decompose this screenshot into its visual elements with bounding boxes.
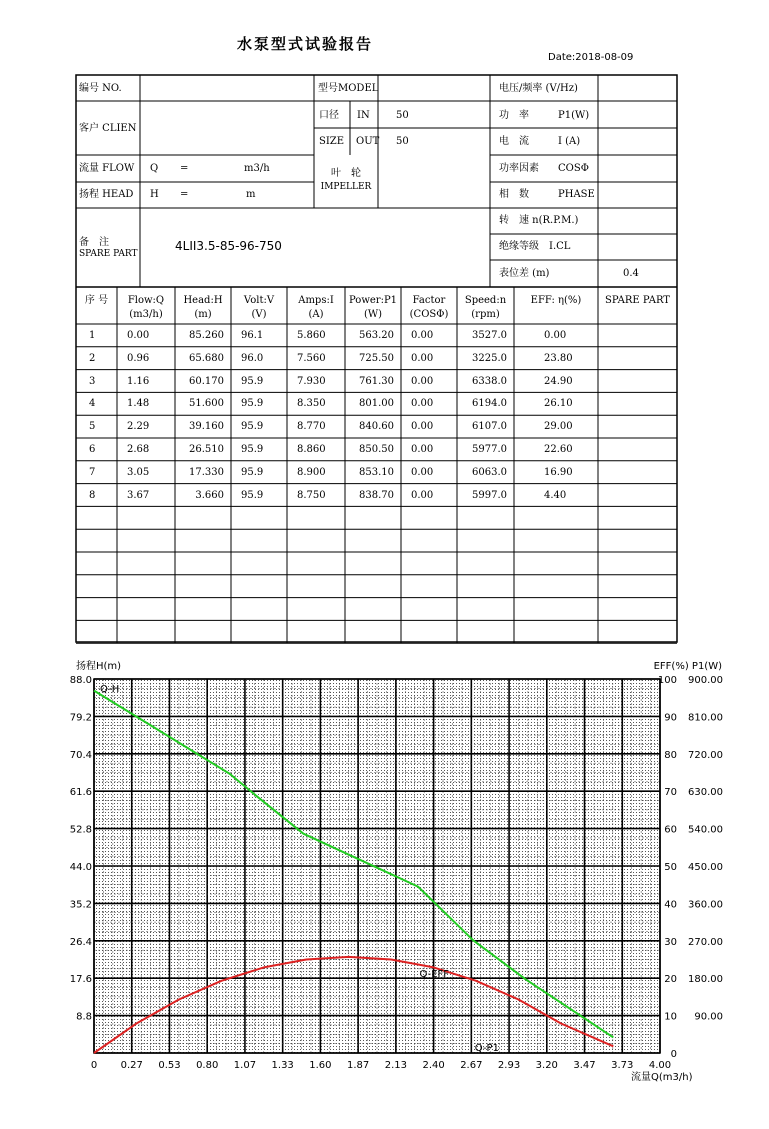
- table-cell: 3.05: [127, 466, 150, 478]
- table-cell: 29.00: [544, 421, 573, 433]
- table-cell: 0.00: [544, 330, 567, 341]
- out-label: OUT: [356, 136, 380, 147]
- table-cell: 96.0: [241, 352, 264, 364]
- chart-y-tick-eff: 100: [657, 675, 677, 686]
- chart-y-tick-eff: 30: [664, 936, 677, 948]
- table-cell: 2: [89, 352, 96, 364]
- table-cell: 761.30: [359, 375, 394, 387]
- table-cell: 5.860: [297, 330, 326, 341]
- table-cell: 1.48: [127, 398, 150, 410]
- speed-label: 转 速 n(R.P.M.): [499, 215, 579, 226]
- chart-y-tick-left: 17.6: [69, 974, 92, 986]
- phase-unit: PHASE: [558, 189, 595, 200]
- chart-x-tick: 0.53: [158, 1060, 181, 1071]
- table-cell: 4.40: [544, 489, 567, 501]
- meter-value: 0.4: [623, 268, 639, 279]
- pf-label: 功率因素: [499, 163, 539, 174]
- no-label: 编号 NO.: [79, 83, 122, 94]
- flow-unit: m3/h: [244, 163, 270, 174]
- chart-y-tick-left: 44.0: [69, 862, 92, 873]
- curve-label: Q-P1: [474, 1043, 499, 1054]
- table-cell: 85.260: [189, 330, 224, 341]
- chart-y-tick-eff: 50: [664, 862, 677, 873]
- table-header-cell: 序 号: [84, 295, 109, 306]
- chart-y-tick-left: 70.4: [69, 749, 92, 761]
- table-cell: 3225.0: [472, 352, 507, 364]
- table-cell: 7.930: [297, 375, 326, 387]
- table-cell: 51.600: [189, 398, 224, 410]
- chart-y-tick-left: 8.8: [76, 1011, 92, 1023]
- table-cell: 0.96: [127, 352, 150, 364]
- table-cell: 8.860: [297, 444, 326, 455]
- table-header-cell: (m3/h): [129, 309, 163, 320]
- table-cell: 8: [89, 489, 96, 501]
- chart-y-tick-power: 810.00: [688, 712, 723, 724]
- table-cell: 2.29: [127, 421, 150, 433]
- chart-y-tick-power: 540.00: [688, 824, 723, 836]
- chart-x-tick: 3.73: [611, 1060, 634, 1071]
- table-cell: 8.750: [297, 489, 326, 501]
- chart-y-tick-eff: 20: [664, 974, 677, 986]
- power-unit: P1(W): [558, 110, 590, 121]
- spare-value: 4LII3.5-85-96-750: [175, 239, 282, 253]
- table-cell: 95.9: [241, 421, 264, 433]
- table-cell: 3.660: [195, 489, 224, 501]
- table-cell: 39.160: [189, 421, 224, 433]
- spare-label-cn: 备 注: [79, 237, 109, 248]
- chart-x-tick: 3.47: [573, 1060, 596, 1071]
- head-unit: m: [246, 189, 256, 200]
- chart-y-tick-eff: 90: [664, 712, 677, 724]
- current-unit: I (A): [558, 136, 581, 147]
- flow-label: 流量 FLOW: [79, 163, 135, 174]
- report-title: 水泵型式试验报告: [236, 35, 373, 53]
- table-cell: 23.80: [544, 352, 573, 364]
- table-cell: 95.9: [241, 466, 264, 478]
- table-cell: 850.50: [359, 444, 394, 455]
- table-cell: 6: [89, 444, 96, 455]
- spare-label-en: SPARE PART: [79, 249, 138, 259]
- table-cell: 6107.0: [472, 421, 507, 433]
- client-label: 客户 CLIEN: [79, 123, 137, 134]
- chart-x-tick: 1.60: [309, 1060, 332, 1071]
- table-cell: 26.510: [189, 444, 224, 455]
- table-cell: 6194.0: [472, 398, 507, 410]
- chart-y-tick-eff: 40: [664, 899, 677, 911]
- chart-x-tick: 0.27: [120, 1060, 143, 1071]
- table-cell: 0.00: [411, 330, 434, 341]
- table-cell: 1: [89, 330, 96, 341]
- size-label: SIZE: [319, 136, 345, 147]
- table-header-cell: (rpm): [471, 309, 500, 320]
- chart-xlabel: 流量Q(m3/h): [631, 1072, 693, 1083]
- table-cell: 801.00: [359, 398, 394, 410]
- chart-x-tick: 2.13: [384, 1060, 407, 1071]
- table-cell: 8.900: [297, 466, 326, 478]
- chart-y-tick-eff: 60: [664, 824, 677, 836]
- chart-x-tick: 3.20: [535, 1060, 558, 1071]
- table-cell: 5: [89, 421, 96, 433]
- chart-x-tick: 2.40: [422, 1060, 445, 1071]
- chart-y-tick-eff: 10: [664, 1011, 677, 1023]
- table-cell: 6338.0: [472, 375, 507, 387]
- chart-x-tick: 1.07: [233, 1060, 257, 1071]
- chart-y-tick-power: 720.00: [688, 749, 723, 761]
- out-value: 50: [396, 136, 409, 147]
- table-cell: 5977.0: [472, 444, 507, 455]
- table-cell: 17.330: [189, 466, 224, 478]
- table-cell: 0.00: [411, 466, 434, 478]
- table-header-cell: Amps:I: [298, 295, 334, 306]
- impeller-label-en: IMPELLER: [320, 182, 372, 192]
- insulation-label: 绝缘等级 I.CL: [499, 241, 571, 252]
- chart-y-tick-power: 900.00: [688, 675, 723, 686]
- table-header-cell: (COSΦ): [409, 309, 449, 320]
- table-cell: 840.60: [359, 421, 394, 433]
- current-label: 电 流: [499, 136, 529, 147]
- meter-label: 表位差 (m): [499, 268, 550, 279]
- table-cell: 8.350: [297, 398, 326, 410]
- chart-y-tick-eff: 0: [670, 1049, 677, 1060]
- table-cell: 7.560: [297, 352, 326, 364]
- table-header-cell: (V): [251, 309, 267, 320]
- chart-y-tick-power: 180.00: [688, 974, 723, 986]
- chart-y-tick-left: 52.8: [69, 824, 92, 836]
- table-cell: 3.67: [127, 489, 150, 501]
- table-header-cell: (A): [308, 309, 324, 320]
- chart-y-tick-left: 26.4: [69, 936, 92, 948]
- table-cell: 0.00: [411, 352, 434, 364]
- table-header-cell: Factor: [412, 295, 446, 306]
- in-label: IN: [357, 110, 370, 121]
- performance-chart: [0, 650, 769, 1090]
- table-cell: 838.70: [359, 489, 394, 501]
- table-header-cell: Flow:Q: [127, 295, 165, 306]
- chart-y-tick-left: 88.0: [69, 675, 92, 686]
- chart-x-tick: 1.87: [347, 1060, 370, 1071]
- table-cell: 65.680: [189, 352, 224, 364]
- table-cell: 5997.0: [472, 489, 507, 501]
- caliber-label: 口径: [319, 110, 339, 121]
- table-cell: 0.00: [127, 330, 150, 341]
- table-cell: 95.9: [241, 375, 264, 387]
- chart-y-tick-left: 35.2: [69, 899, 92, 911]
- table-header-cell: Power:P1: [348, 295, 398, 306]
- table-cell: 0.00: [411, 375, 434, 387]
- chart-y-tick-power: 90.00: [694, 1011, 723, 1023]
- phase-label: 相 数: [499, 189, 529, 200]
- chart-y-tick-left: 79.2: [69, 712, 92, 724]
- table-header-cell: (m): [194, 309, 212, 320]
- table-cell: 16.90: [544, 466, 573, 478]
- table-cell: 1.16: [127, 375, 150, 387]
- model-label: 型号MODEL: [318, 83, 379, 94]
- chart-x-tick: 0: [90, 1060, 98, 1071]
- table-cell: 95.9: [241, 398, 264, 410]
- chart-y-tick-eff: 70: [664, 787, 677, 799]
- table-cell: 0.00: [411, 489, 434, 501]
- in-value: 50: [396, 110, 409, 121]
- head-label: 扬程 HEAD: [79, 189, 134, 200]
- table-cell: 95.9: [241, 489, 264, 501]
- voltage-label: 电压/频率 (V/Hz): [499, 83, 578, 94]
- head-eq: =: [180, 189, 189, 200]
- chart-y-tick-power: 450.00: [688, 862, 723, 873]
- table-cell: 3527.0: [472, 330, 507, 341]
- flow-q: Q: [150, 163, 159, 174]
- curve-label: Q-H: [100, 684, 120, 695]
- chart-x-tick: 4.00: [648, 1060, 672, 1071]
- chart-x-tick: 2.67: [460, 1060, 483, 1071]
- table-cell: 60.170: [189, 375, 224, 387]
- power-label: 功 率: [499, 110, 529, 121]
- chart-x-tick: 2.93: [497, 1060, 521, 1071]
- table-cell: 2.68: [127, 444, 150, 455]
- table-header-cell: EFF: η(%): [530, 295, 582, 306]
- table-header-cell: Volt:V: [243, 295, 275, 306]
- table-cell: 0.00: [411, 444, 434, 455]
- table-cell: 6063.0: [472, 466, 507, 478]
- report-date: Date:2018-08-09: [548, 52, 634, 63]
- chart-y-tick-left: 61.6: [69, 787, 92, 799]
- table-cell: 96.1: [241, 330, 264, 341]
- table-cell: 24.90: [544, 375, 573, 387]
- impeller-label-cn: 叶 轮: [331, 168, 361, 179]
- table-cell: 26.10: [544, 398, 573, 410]
- chart-y-tick-eff: 80: [664, 749, 677, 761]
- chart-y-tick-power: 360.00: [688, 899, 723, 911]
- table-cell: 8.770: [297, 421, 326, 433]
- chart-x-tick: 0.80: [196, 1060, 219, 1071]
- pf-unit: COSΦ: [558, 163, 589, 174]
- table-header-cell: Speed:n: [464, 295, 507, 306]
- table-cell: 725.50: [359, 352, 394, 364]
- table-cell: 853.10: [359, 466, 394, 478]
- table-cell: 7: [89, 466, 96, 478]
- table-cell: 3: [89, 375, 96, 387]
- table-cell: 4: [89, 398, 96, 410]
- table-cell: 95.9: [241, 444, 264, 455]
- table-cell: 22.60: [544, 444, 573, 455]
- head-h: H: [150, 189, 159, 200]
- table-cell: 563.20: [359, 330, 394, 341]
- table-cell: 0.00: [411, 398, 434, 410]
- curve-label: Q-EFF: [419, 968, 450, 980]
- table-header-cell: Head:H: [183, 295, 223, 306]
- chart-x-tick: 1.33: [271, 1060, 294, 1071]
- flow-eq: =: [180, 163, 189, 174]
- table-header-cell: (W): [363, 309, 383, 320]
- table-header-cell: SPARE PART: [605, 295, 670, 306]
- chart-y-tick-power: 270.00: [688, 936, 723, 948]
- chart-ylabel-right: EFF(%) P1(W): [653, 661, 722, 672]
- table-cell: 0.00: [411, 421, 434, 433]
- chart-y-tick-power: 630.00: [688, 787, 723, 799]
- chart-ylabel-left: 扬程H(m): [76, 661, 122, 672]
